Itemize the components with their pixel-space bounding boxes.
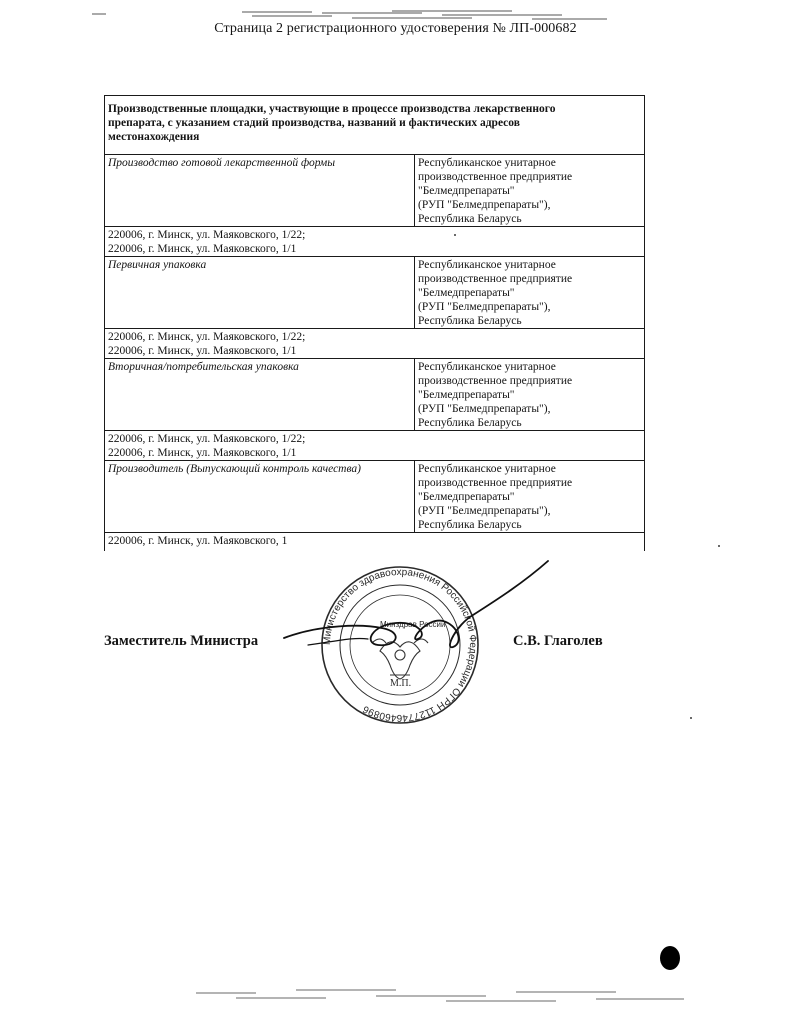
scan-header-noise [92, 9, 612, 21]
organization-line: Республиканское унитарное [418, 463, 556, 475]
table-row [105, 533, 645, 552]
address-line: 220006, г. Минск, ул. Маяковского, 1/22; [108, 433, 306, 445]
address-line: 220006, г. Минск, ул. Маяковского, 1/1 [108, 447, 297, 459]
organization-line: "Белмедпрепараты" [418, 185, 515, 197]
organization-line: (РУП "Белмедпрепараты"), [418, 505, 551, 517]
organization-line: (РУП "Белмедпрепараты"), [418, 199, 551, 211]
organization-line: Республиканское унитарное [418, 361, 556, 373]
binding-dot-mark [660, 946, 680, 970]
stage-cell: Производство готовой лекарственной формы [105, 155, 415, 227]
stamp-mp-mark: М.П. [390, 678, 412, 689]
official-stamp [268, 555, 578, 725]
signatory-position: Заместитель Министра [104, 633, 259, 649]
address-cell [105, 329, 645, 359]
address-cell [105, 533, 645, 552]
organization-line: Республика Беларусь [418, 213, 522, 225]
address-line: 220006, г. Минск, ул. Маяковского, 1/1 [108, 345, 297, 357]
organization-line: Республика Беларусь [418, 417, 522, 429]
address-cell [105, 431, 645, 461]
organization-line: Республика Беларусь [418, 315, 522, 327]
table-heading-line: Производственные площадки, участвующие в процессе производства лекарственного [108, 103, 556, 115]
address-line: 220006, г. Минск, ул. Маяковского, 1 [108, 535, 288, 547]
organization-line: производственное предприятие [418, 273, 573, 285]
address-cell [105, 227, 645, 257]
table-heading-row [105, 96, 645, 155]
scan-footer-noise [196, 987, 686, 1005]
organization-line: производственное предприятие [418, 477, 573, 489]
table-heading [105, 96, 645, 155]
organization-line: "Белмедпрепараты" [418, 389, 515, 401]
table-row [105, 227, 645, 257]
organization-cell [415, 257, 645, 329]
table-row [105, 431, 645, 461]
table-row [105, 155, 645, 227]
address-line: 220006, г. Минск, ул. Маяковского, 1/22; [108, 331, 306, 343]
signatory-name: С.В. Глаголев [513, 633, 603, 649]
scan-speck [454, 234, 456, 236]
table-row [105, 257, 645, 329]
table-row [105, 359, 645, 431]
stamp-seal [322, 567, 478, 723]
organization-line: "Белмедпрепараты" [418, 287, 515, 299]
address-line: 220006, г. Минск, ул. Маяковского, 1/1 [108, 243, 297, 255]
page-header: Страница 2 регистрационного удостоверения № ЛП-000682 [214, 21, 577, 36]
stamp-ring-text-path: Министерство здравоохранения Российской Федерации ОГРН 1127746460896 [321, 566, 479, 724]
organization-cell [415, 461, 645, 533]
organization-line: Республиканское унитарное [418, 259, 556, 271]
organization-line: Республиканское унитарное [418, 157, 556, 169]
organization-cell [415, 359, 645, 431]
stage-cell: Производитель (Выпускающий контроль качества) [105, 461, 415, 533]
stamp-inner-text: Минздрав России [380, 620, 446, 629]
organization-line: (РУП "Белмедпрепараты"), [418, 301, 551, 313]
organization-line: "Белмедпрепараты" [418, 491, 515, 503]
table-row [105, 461, 645, 533]
organization-line: производственное предприятие [418, 171, 573, 183]
table-row [105, 329, 645, 359]
address-line: 220006, г. Минск, ул. Маяковского, 1/22; [108, 229, 306, 241]
stage-cell: Первичная упаковка [105, 257, 415, 329]
scan-speck [718, 545, 720, 547]
scan-speck [690, 717, 692, 719]
production-sites-table [104, 95, 645, 551]
table-heading-line: препарата, с указанием стадий производства, названий и фактических адресов [108, 117, 520, 129]
organization-line: (РУП "Белмедпрепараты"), [418, 403, 551, 415]
table-heading-line: местонахождения [108, 131, 200, 143]
stage-cell: Вторичная/потребительская упаковка [105, 359, 415, 431]
organization-line: производственное предприятие [418, 375, 573, 387]
organization-line: Республика Беларусь [418, 519, 522, 531]
organization-cell [415, 155, 645, 227]
